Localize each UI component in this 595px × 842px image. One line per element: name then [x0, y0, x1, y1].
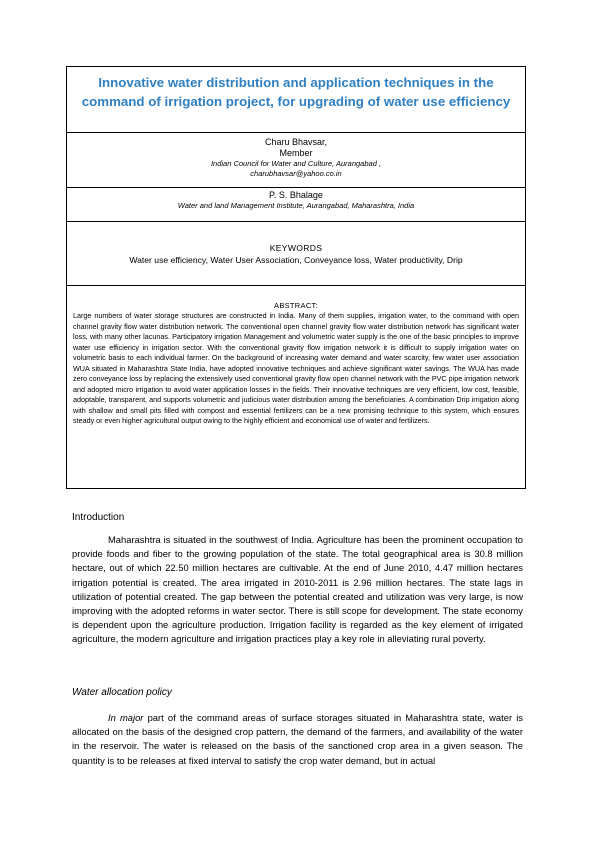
author1-email: charubhavsar@yahoo.co.in	[250, 169, 342, 178]
water-allocation-paragraph	[72, 711, 523, 768]
paper-header-table	[66, 66, 526, 489]
author2-name: P. S. Bhalage	[269, 190, 323, 200]
title-cell	[67, 67, 525, 133]
keywords-text: Water use efficiency, Water User Association, Conveyance loss, Water productivity, Drip	[129, 255, 463, 265]
introduction-text: Maharashtra is situated in the southwest of India. Agriculture has been the prominent occupation to provide foods and fiber to the growing population of the state. The total geographical area is 30.8 million hectare, out of which 22.50 million hectares are cultivable. At the end of June 2010, 4.47 million hectares irrigation potential is created. The area irrigated in 2010-2011 is 2.96 million hectares. The state lags in utilization of potential created. The gap between the potential created and utilization was very large, is now improving with the adopted reforms in water sector. There is still scope for development. The state economy is dependent upon the agriculture production. Irrigation facility is regarded as the key element of irrigated agriculture, the modern agriculture and irrigation practices play a key role in alleviating rural poverty.	[72, 534, 523, 645]
keywords-heading: KEYWORDS	[269, 243, 323, 253]
abstract-heading: ABSTRACT:	[274, 301, 318, 310]
water-allocation-lead: In major	[108, 712, 144, 723]
introduction-paragraph	[72, 533, 523, 647]
author1-cell	[67, 133, 525, 188]
abstract-text: Large numbers of water storage structures are constructed in India. Many of them supplies, irrigation water, to the command with open channel gravity flow water distribution network. The conventional open channel gravity flow water distribution network has significant water loss, with many other lacunas. Participatory irrigation Management and volumetric water supply is the one of the basic principles to improve water use efficiency in irrigation sector. With the conventional gravity flow irrigation network it is difficult to supply irrigation water on volumetric basis to each individual farmer. On the background of increasing water demand and water scarcity, few water user association WUA situated in Maharashtra State India, have adopted innovative techniques and achieve significant water savings. The WUA has made zero conveyance loss by replacing the extensively used conventional gravity flow open channel network with the PVC pipe irrigation network and adopted micro irrigation to avoid water application losses in the fields. Their innovative techniques are very efficient, low cost, feasible, adoptable, transparent, and supports volumetric and judicious water distribution among the beneficiaries. A combination Drip irrigation along with shallow and small pits filled with compost and essential fertilizers can be a new promising technique to this system, which ensures steady or even higher agricultural output owing to the highly efficient and economical use of water and fertilizers.	[73, 311, 519, 425]
author1-role: Member	[279, 148, 313, 158]
introduction-heading: Introduction	[72, 512, 125, 523]
author2-affiliation: Water and land Management Institute, Aurangabad, Maharashtra, India	[177, 201, 415, 210]
water-allocation-heading: Water allocation policy	[72, 687, 172, 698]
paper-title: Innovative water distribution and application techniques in the command of irrigation project, for upgrading of water use efficiency	[81, 75, 511, 109]
author1-name: Charu Bhavsar,	[264, 137, 328, 147]
author1-affiliation: Indian Council for Water and Culture, Aurangabad ,	[210, 159, 382, 168]
water-allocation-text: part of the command areas of surface storages situated in Maharashtra state, water is allocated on the basis of the designed crop pattern, the demand of the farmers, and availability of the water in the reservoir. The water is released on the basis of the sanctioned crop area in a given season. The quantity is to be releases at fixed interval to satisfy the crop water demand, but in actual	[72, 712, 523, 766]
keywords-cell	[67, 222, 525, 286]
author2-cell	[67, 188, 525, 222]
abstract-cell	[67, 286, 525, 488]
